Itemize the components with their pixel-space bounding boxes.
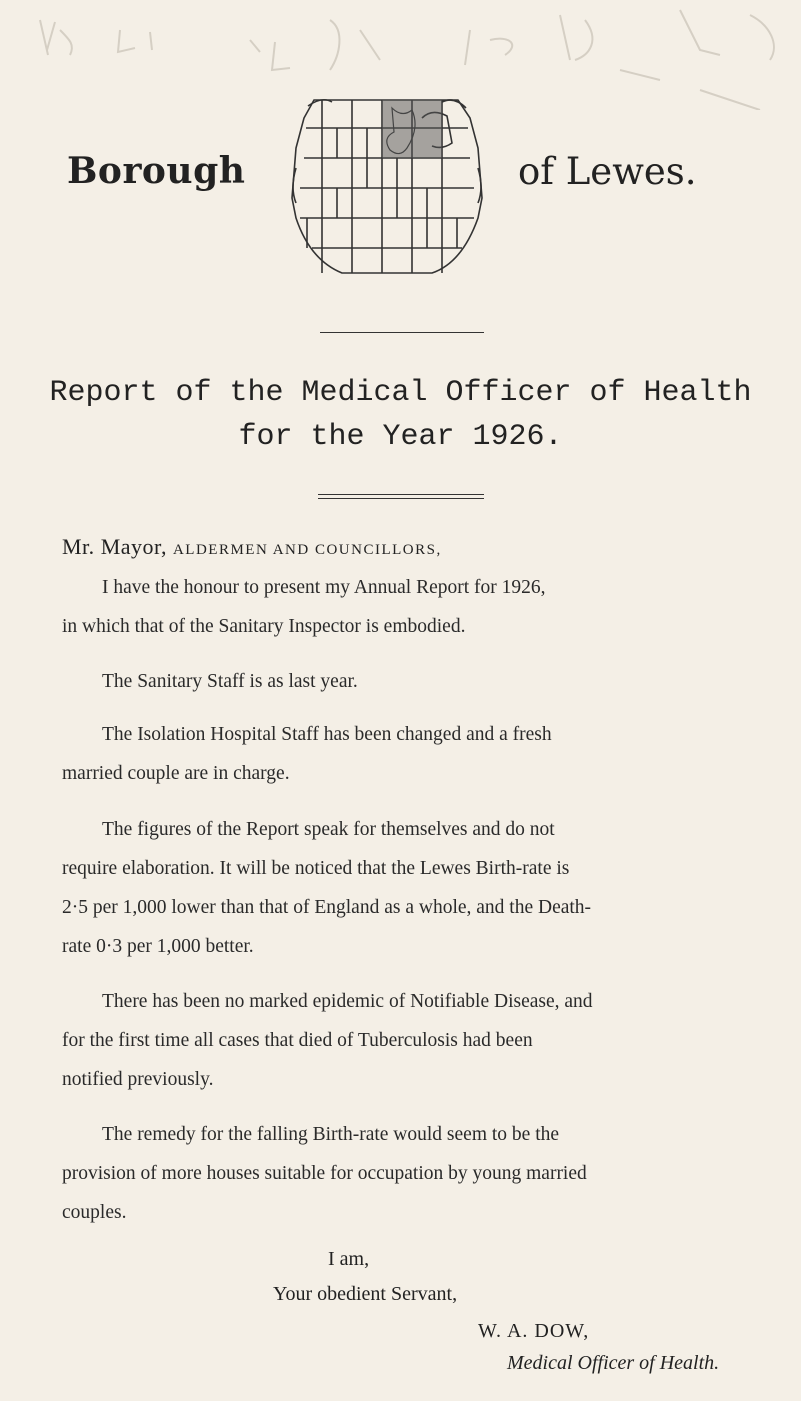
paragraph-3-line-1: The Isolation Hospital Staff has been changed and a fresh (102, 724, 552, 745)
paragraph-4-line-3: 2·5 per 1,000 lower than that of England as a whole, and the Death- (62, 897, 592, 918)
paragraph-2 (62, 662, 742, 701)
paragraph-5-line-2: for the first time all cases that died of Tuberculosis had been (62, 1030, 533, 1051)
header-lewes: of Lewes. (518, 150, 697, 193)
divider-double-lower (318, 498, 484, 499)
borough-crest-seal (282, 88, 492, 278)
paragraph-6 (62, 1115, 742, 1232)
paragraph-1-line-2: in which that of the Sanitary Inspector is embodied. (62, 616, 466, 637)
paragraph-4-line-4: rate 0·3 per 1,000 better. (62, 936, 254, 957)
paragraph-5-line-3: notified previously. (62, 1069, 214, 1090)
signoff-name: W. A. DOW, (478, 1320, 590, 1342)
paragraph-6-line-1: The remedy for the falling Birth-rate would seem to be the (102, 1124, 560, 1145)
signoff-closing: I am, (328, 1248, 370, 1270)
paragraph-1-line-1: I have the honour to present my Annual Report for 1926, (102, 577, 546, 598)
paragraph-3 (62, 715, 742, 793)
header-borough: Borough (67, 150, 246, 192)
signoff-servant: Your obedient Servant, (273, 1283, 458, 1305)
paragraph-6-line-2: provision of more houses suitable for occupation by young married (62, 1163, 587, 1184)
paragraph-6-line-3: couples. (62, 1202, 127, 1223)
divider-double-upper (318, 494, 484, 495)
salutation-mr: Mr. (62, 534, 95, 559)
signoff-title: Medical Officer of Health. (507, 1352, 720, 1374)
report-title-line-2: for the Year 1926. (238, 420, 563, 454)
paragraph-5-line-1: There has been no marked epidemic of Notifiable Disease, and (102, 991, 593, 1012)
divider-top (320, 332, 484, 333)
paragraph-4 (62, 810, 742, 966)
salutation (62, 534, 442, 560)
paragraph-4-line-1: The figures of the Report speak for themselves and do not (102, 819, 555, 840)
report-title-line-1: Report of the Medical Officer of Health (49, 376, 752, 410)
salutation-rest: ALDERMEN AND COUNCILLORS, (172, 542, 442, 558)
paragraph-4-line-2: require elaboration. It will be noticed that the Lewes Birth-rate is (62, 858, 570, 879)
paragraph-2-line-1: The Sanitary Staff is as last year. (102, 671, 358, 692)
paragraph-1 (62, 568, 742, 646)
salutation-mayor: Mayor, (100, 534, 167, 559)
paragraph-3-line-2: married couple are in charge. (62, 763, 290, 784)
paragraph-5 (62, 982, 742, 1099)
